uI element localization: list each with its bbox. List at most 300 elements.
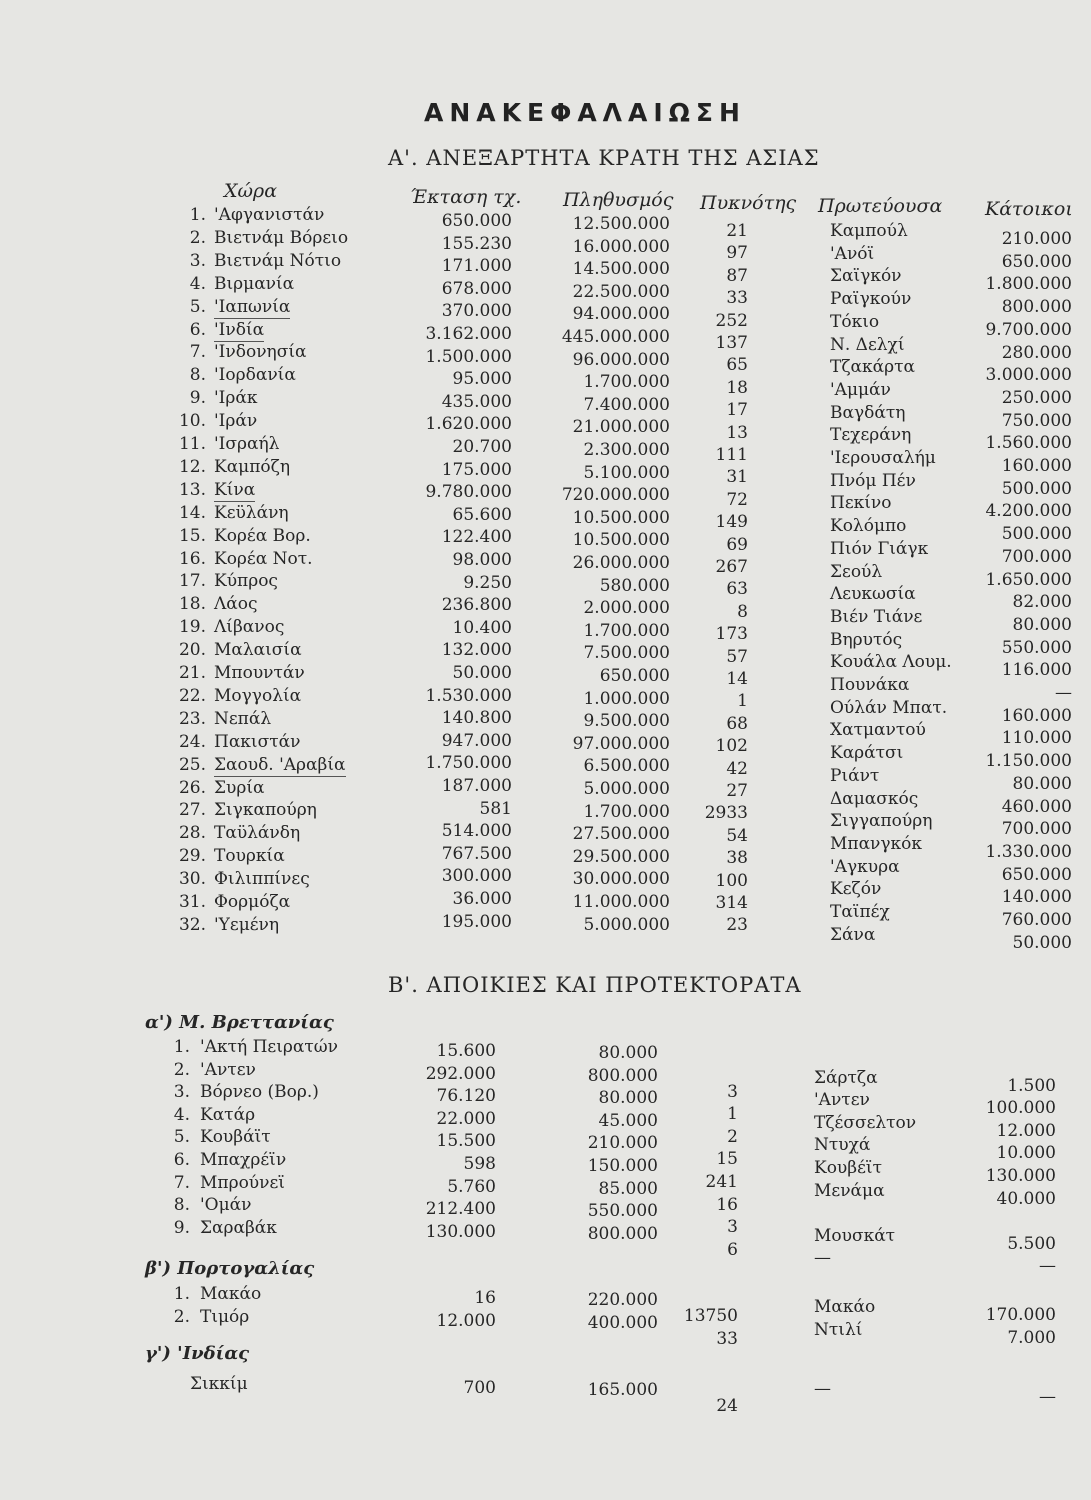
capital-name: Μενάμα [814, 1180, 885, 1201]
residents-value: 1.800.000 [985, 274, 1072, 295]
area-value: 36.000 [452, 889, 512, 909]
area-value: 598 [463, 1154, 496, 1174]
territory-name: 'Ακτή Πειρατών [200, 1037, 338, 1057]
residents-value: 650.000 [1001, 864, 1072, 885]
area-value: 767.500 [441, 843, 512, 864]
country-name: Λίβανος [214, 617, 285, 638]
country-name: Πακιστάν [214, 731, 301, 752]
density-value: 68 [726, 713, 748, 734]
density-value: 97 [726, 243, 748, 264]
country-name: Σιγκαπούρη [214, 800, 317, 821]
capital-name: Πιόν Γιάγκ [830, 538, 929, 559]
area-value: 155.230 [441, 233, 512, 254]
area-value: 65.600 [452, 504, 512, 525]
header-country: Χώρα [224, 180, 278, 202]
area-value: 947.000 [441, 730, 512, 751]
population-value: 27.500.000 [572, 824, 670, 845]
population-value: 16.000.000 [572, 236, 670, 257]
country-name: Νεπάλ [214, 708, 272, 729]
residents-value: 10.000 [996, 1143, 1056, 1164]
population-value: 7.500.000 [583, 643, 670, 664]
row-number: 29. [178, 846, 206, 867]
area-value: 300.000 [441, 866, 512, 887]
country-name: Σαουδ. 'Αραβία [214, 754, 346, 775]
row-number: 5. [173, 1127, 190, 1148]
density-value: 63 [726, 579, 748, 600]
residents-value: 9.700.000 [985, 319, 1072, 340]
row-number: 27. [178, 800, 206, 821]
density-value: 38 [726, 848, 748, 869]
area-value: 514.000 [441, 821, 512, 842]
capital-name: Πουνάκα [830, 675, 910, 695]
population-value: 12.500.000 [572, 214, 670, 234]
row-number: 6. [173, 1150, 190, 1170]
population-value: 26.000.000 [572, 553, 670, 573]
capital-name: Πνόμ Πέν [830, 470, 916, 491]
residents-value: 760.000 [1001, 910, 1072, 930]
capital-name: 'Αμμάν [830, 379, 891, 400]
area-value: 370.000 [441, 301, 512, 322]
area-value: 130.000 [425, 1221, 496, 1242]
country-name: Κεϋλάνη [214, 502, 289, 523]
area-value: 16 [474, 1288, 496, 1308]
capital-name: Ντιλί [814, 1319, 863, 1340]
row-number: 20. [178, 640, 206, 661]
density-value: 1 [727, 1104, 738, 1125]
row-number: 1. [189, 205, 206, 225]
area-value: 9.780.000 [425, 482, 512, 503]
area-value: 95.000 [452, 369, 512, 390]
area-value: 12.000 [436, 1310, 496, 1331]
area-value: 15.500 [436, 1131, 496, 1152]
row-number: 3. [173, 1082, 190, 1103]
density-value: 149 [715, 512, 748, 533]
population-value: 150.000 [587, 1156, 658, 1176]
area-value: 15.600 [436, 1041, 496, 1061]
population-value: 210.000 [587, 1133, 658, 1154]
capital-name: Τεχεράνη [830, 425, 912, 446]
territory-name: Σικκίμ [190, 1374, 248, 1394]
capital-name: Βηρυτός [830, 629, 903, 650]
row-number: 2. [173, 1306, 190, 1327]
population-value: 1.700.000 [583, 372, 670, 393]
residents-value: 110.000 [1001, 728, 1072, 749]
country-name: 'Ιαπωνία [214, 296, 291, 317]
country-name: Βιρμανία [214, 273, 295, 294]
country-name: Κύπρος [214, 571, 278, 592]
residents-value: 160.000 [1001, 456, 1072, 476]
area-value: 50.000 [452, 663, 512, 683]
country-name: Κίνα [214, 479, 256, 500]
area-value: 700 [463, 1378, 496, 1398]
capital-name: Σεούλ [830, 561, 883, 582]
area-value: 1.530.000 [425, 685, 512, 706]
territory-name: Κουβάϊτ [200, 1127, 271, 1148]
residents-value: 50.000 [1012, 932, 1072, 953]
population-value: 5.100.000 [583, 462, 670, 483]
group-label: β') Πορτογαλίας [145, 1258, 315, 1279]
country-name: Κορέα Βορ. [214, 525, 311, 546]
row-number: 4. [173, 1104, 190, 1125]
capital-name: Σάρτζα [814, 1067, 878, 1088]
population-value: 45.000 [598, 1110, 658, 1131]
territory-name: Κατάρ [200, 1104, 256, 1125]
area-value: 187.000 [441, 776, 512, 796]
population-value: 1.700.000 [583, 801, 670, 822]
area-value: 140.800 [441, 708, 512, 729]
row-number: 16. [178, 548, 206, 569]
density-value: 13750 [683, 1306, 738, 1326]
capital-name: Καμπούλ [830, 221, 908, 241]
territory-name: Τιμόρ [200, 1306, 250, 1327]
capital-name: Ριάντ [830, 765, 880, 786]
country-name: Κορέα Νοτ. [214, 548, 313, 569]
country-name: Ταϋλάνδη [214, 823, 301, 844]
territory-name: 'Ομάν [200, 1195, 252, 1216]
capital-name: Τόκιο [830, 311, 880, 332]
capital-name: Ν. Δελχί [830, 334, 905, 355]
density-value: 23 [726, 915, 748, 936]
row-number: 13. [178, 479, 206, 500]
row-number: 9. [189, 388, 206, 409]
capital-name: Ραϊγκούν [830, 289, 912, 310]
population-value: 97.000.000 [572, 733, 670, 754]
density-value: 57 [726, 646, 748, 667]
population-value: 94.000.000 [572, 304, 670, 325]
residents-value: 280.000 [1001, 342, 1072, 363]
residents-value: 700.000 [1001, 546, 1072, 567]
group-label: α') Μ. Βρεττανίας [145, 1012, 334, 1033]
group-label: γ') 'Ινδίας [145, 1343, 250, 1364]
residents-value: 1.330.000 [985, 841, 1072, 862]
country-name: Βιετνάμ Νότιο [214, 250, 342, 271]
header-capital: Πρωτεύουσα [818, 195, 943, 217]
territory-name: Βόρνεο (Βορ.) [200, 1082, 319, 1103]
capital-name: Μουσκάτ [814, 1225, 896, 1246]
population-value: 5.000.000 [583, 779, 670, 799]
header-density: Πυκνότης [700, 192, 797, 214]
capital-name: Ταϊπέχ [830, 902, 890, 922]
row-number: 31. [178, 892, 206, 912]
country-name: 'Ινδονησία [214, 342, 307, 363]
territory-name: Μπρούνεϊ [200, 1172, 285, 1193]
population-value: 550.000 [587, 1201, 658, 1222]
density-value: 87 [726, 265, 748, 286]
row-number: 28. [178, 823, 206, 844]
area-value: 171.000 [441, 256, 512, 277]
capital-name: — [814, 1248, 831, 1269]
area-value: 292.000 [425, 1063, 496, 1084]
row-number: 5. [189, 296, 206, 317]
area-value: 650.000 [441, 211, 512, 231]
density-value: 8 [737, 601, 748, 622]
row-number: 10. [178, 411, 206, 432]
section-a-heading: Α'. ΑΝΕΞΑΡΤΗΤΑ ΚΡΑΤΗ ΤΗΣ ΑΣΙΑΣ [388, 146, 820, 170]
header-area: Έκταση τχ. [410, 186, 522, 208]
population-value: 22.500.000 [572, 281, 670, 302]
section-b-heading: Β'. ΑΠΟΙΚΙΕΣ ΚΑΙ ΠΡΟΤΕΚΤΟΡΑΤΑ [388, 973, 802, 997]
population-value: 30.000.000 [572, 869, 670, 890]
country-name: Συρία [214, 777, 265, 798]
row-number: 2. [189, 227, 206, 248]
capital-name: Τζέσσελτον [814, 1112, 917, 1133]
residents-value: 130.000 [985, 1166, 1056, 1186]
density-value: 27 [726, 781, 748, 801]
area-value: 236.800 [441, 595, 512, 616]
population-value: 80.000 [598, 1043, 658, 1063]
density-value: 173 [715, 624, 748, 645]
density-value: 72 [726, 489, 748, 510]
territory-name: Μακάο [200, 1284, 262, 1304]
density-value: 24 [716, 1396, 738, 1416]
capital-name: Σαϊγκόν [830, 266, 902, 287]
residents-value: 140.000 [1001, 887, 1072, 908]
territory-name: Σαραβάκ [200, 1217, 277, 1238]
area-value: 195.000 [441, 911, 512, 932]
capital-name: Σάνα [830, 924, 876, 945]
residents-value: 80.000 [1012, 614, 1072, 635]
area-value: 9.250 [463, 572, 512, 593]
row-number: 32. [178, 914, 206, 935]
population-value: 6.500.000 [583, 756, 670, 777]
row-number: 8. [173, 1195, 190, 1216]
area-value: 122.400 [441, 527, 512, 548]
capital-name: 'Ανόϊ [830, 243, 875, 264]
residents-value: 500.000 [1001, 478, 1072, 499]
population-value: 400.000 [587, 1312, 658, 1333]
residents-value: 800.000 [1001, 297, 1072, 318]
residents-value: 1.500 [1007, 1075, 1056, 1096]
population-value: 7.400.000 [583, 394, 670, 415]
area-value: 76.120 [436, 1086, 496, 1107]
row-number: 30. [178, 869, 206, 890]
density-value: 1 [737, 691, 748, 712]
area-value: 1.750.000 [425, 753, 512, 774]
row-number: 2. [173, 1059, 190, 1080]
residents-value: 750.000 [1001, 410, 1072, 431]
density-value: 13 [726, 422, 748, 443]
residents-value: 80.000 [1012, 773, 1072, 794]
country-name: 'Ισραήλ [214, 434, 280, 454]
area-value: 20.700 [452, 437, 512, 457]
country-name: 'Αφγανιστάν [214, 205, 325, 225]
country-name: Βιετνάμ Βόρειο [214, 227, 349, 248]
row-number: 22. [178, 685, 206, 706]
residents-value: 550.000 [1001, 637, 1072, 658]
residents-value: 1.650.000 [985, 569, 1072, 590]
capital-name: 'Αντεν [814, 1090, 870, 1111]
capital-name: Βιέν Τιάνε [830, 606, 923, 627]
header-population: Πληθυσμός [563, 189, 674, 211]
capital-name: — [814, 1379, 831, 1399]
capital-name: Κουάλα Λουμ. [830, 652, 952, 673]
density-value: 267 [715, 557, 748, 577]
header-residents: Κάτοικοι [985, 198, 1073, 220]
population-value: 21.000.000 [572, 417, 670, 438]
residents-value: 500.000 [1001, 524, 1072, 545]
residents-value: 7.000 [1007, 1327, 1056, 1348]
residents-value: 116.000 [1001, 660, 1072, 681]
area-value: 581 [479, 798, 512, 819]
density-value: 111 [715, 445, 748, 465]
area-value: 175.000 [441, 459, 512, 480]
population-value: 445.000.000 [561, 327, 670, 347]
population-value: 165.000 [587, 1380, 658, 1400]
population-value: 11.000.000 [572, 892, 670, 912]
country-name: 'Υεμένη [214, 914, 280, 935]
area-value: 5.760 [447, 1176, 496, 1197]
population-value: 2.300.000 [583, 440, 670, 460]
area-value: 1.620.000 [425, 414, 512, 435]
density-value: 69 [726, 534, 748, 555]
area-value: 3.162.000 [425, 324, 512, 344]
density-value: 241 [705, 1172, 738, 1192]
population-value: 9.500.000 [583, 711, 670, 732]
page-title: ΑΝΑΚΕΦΑΛΑΙΩΣΗ [424, 98, 746, 127]
residents-value: 160.000 [1001, 705, 1072, 726]
area-value: 10.400 [452, 617, 512, 638]
residents-value: 210.000 [1001, 229, 1072, 249]
residents-value: — [1039, 1256, 1056, 1277]
country-name: Μαλαισία [214, 640, 302, 661]
country-name: 'Ιράκ [214, 388, 258, 409]
row-number: 14. [178, 502, 206, 523]
population-value: 96.000.000 [572, 349, 670, 370]
density-value: 137 [715, 333, 748, 353]
capital-name: Καράτσι [830, 743, 904, 764]
density-value: 2933 [704, 803, 748, 824]
density-value: 21 [726, 221, 748, 241]
density-value: 17 [726, 400, 748, 421]
residents-value: 700.000 [1001, 819, 1072, 840]
density-value: 252 [715, 310, 748, 331]
area-value: 98.000 [452, 550, 512, 570]
population-value: 10.500.000 [572, 507, 670, 528]
country-name: Καμπόζη [214, 456, 291, 477]
population-value: 5.000.000 [583, 914, 670, 935]
density-value: 3 [727, 1217, 738, 1238]
residents-value: 3.000.000 [985, 365, 1072, 386]
country-name: Μογγολία [214, 685, 302, 706]
population-value: 800.000 [587, 1065, 658, 1086]
capital-name: Μπανγκόκ [830, 833, 923, 854]
density-value: 54 [726, 825, 748, 846]
density-value: 65 [726, 355, 748, 376]
density-value: 3 [727, 1081, 738, 1102]
population-value: 580.000 [599, 575, 670, 596]
row-number: 18. [178, 594, 206, 615]
territory-name: 'Αντεν [200, 1059, 256, 1080]
row-number: 11. [178, 434, 206, 454]
capital-name: Κουβέϊτ [814, 1158, 882, 1178]
row-number: 1. [173, 1037, 190, 1057]
row-number: 12. [178, 456, 206, 477]
population-value: 85.000 [598, 1178, 658, 1199]
density-value: 16 [716, 1194, 738, 1215]
capital-name: 'Ιερουσαλήμ [830, 448, 936, 468]
density-value: 31 [726, 467, 748, 488]
capital-name: Πεκίνο [830, 493, 892, 514]
capital-name: Δαμασκός [830, 788, 919, 809]
row-number: 1. [173, 1284, 190, 1304]
row-number: 7. [189, 342, 206, 363]
density-value: 42 [726, 758, 748, 779]
row-number: 17. [178, 571, 206, 592]
residents-value: 100.000 [985, 1098, 1056, 1119]
residents-value: 82.000 [1012, 592, 1072, 613]
row-number: 9. [173, 1217, 190, 1238]
residents-value: 4.200.000 [985, 501, 1072, 522]
country-name: Τουρκία [214, 846, 285, 867]
population-value: 720.000.000 [561, 485, 670, 506]
capital-name: Μακάο [814, 1297, 876, 1317]
area-value: 1.500.000 [425, 346, 512, 367]
area-value: 678.000 [441, 278, 512, 299]
row-number: 23. [178, 708, 206, 729]
density-value: 15 [716, 1149, 738, 1170]
capital-name: Βαγδάτη [830, 402, 906, 423]
country-name: Λάος [214, 594, 258, 615]
capital-name: 'Αγκυρα [830, 856, 900, 877]
capital-name: Λευκωσία [830, 584, 916, 605]
area-value: 212.400 [425, 1199, 496, 1220]
country-name: Φορμόζα [214, 892, 291, 912]
country-name: 'Ιράν [214, 411, 258, 432]
row-number: 19. [178, 617, 206, 638]
residents-value: 250.000 [1001, 387, 1072, 408]
density-value: 314 [715, 893, 748, 913]
density-value: 33 [726, 288, 748, 309]
row-number: 6. [189, 319, 206, 340]
row-number: 15. [178, 525, 206, 546]
population-value: 10.500.000 [572, 530, 670, 551]
residents-value: 12.000 [996, 1120, 1056, 1141]
country-name: 'Ινδία [214, 319, 265, 340]
residents-value: 460.000 [1001, 796, 1072, 817]
density-value: 14 [726, 669, 748, 689]
population-value: 29.500.000 [572, 846, 670, 867]
population-value: 800.000 [587, 1223, 658, 1244]
capital-name: Κολόμπο [830, 516, 907, 537]
population-value: 80.000 [598, 1088, 658, 1109]
country-name: Μπουντάν [214, 663, 305, 683]
density-value: 33 [716, 1328, 738, 1349]
area-value: 132.000 [441, 640, 512, 661]
residents-value: 1.150.000 [985, 751, 1072, 772]
residents-value: 170.000 [985, 1305, 1056, 1325]
density-value: 6 [727, 1239, 738, 1260]
capital-name: Ντυχά [814, 1135, 871, 1156]
residents-value: — [1039, 1387, 1056, 1407]
row-number: 4. [189, 273, 206, 294]
row-number: 3. [189, 250, 206, 271]
residents-value: 1.560.000 [985, 433, 1072, 454]
capital-name: Τζακάρτα [830, 357, 916, 378]
territory-name: Μπαχρέϊν [200, 1150, 287, 1170]
row-number: 21. [178, 663, 206, 683]
row-number: 26. [178, 777, 206, 798]
population-value: 220.000 [587, 1290, 658, 1310]
capital-name: Σιγγαπούρη [830, 811, 933, 832]
area-value: 435.000 [441, 391, 512, 412]
residents-value: 5.500 [1007, 1233, 1056, 1254]
row-number: 7. [173, 1172, 190, 1193]
density-value: 2 [727, 1126, 738, 1147]
row-number: 24. [178, 731, 206, 752]
country-name: 'Ιορδανία [214, 365, 296, 386]
capital-name: Κεζόν [830, 879, 882, 900]
capital-name: Χατμαντού [830, 720, 926, 741]
